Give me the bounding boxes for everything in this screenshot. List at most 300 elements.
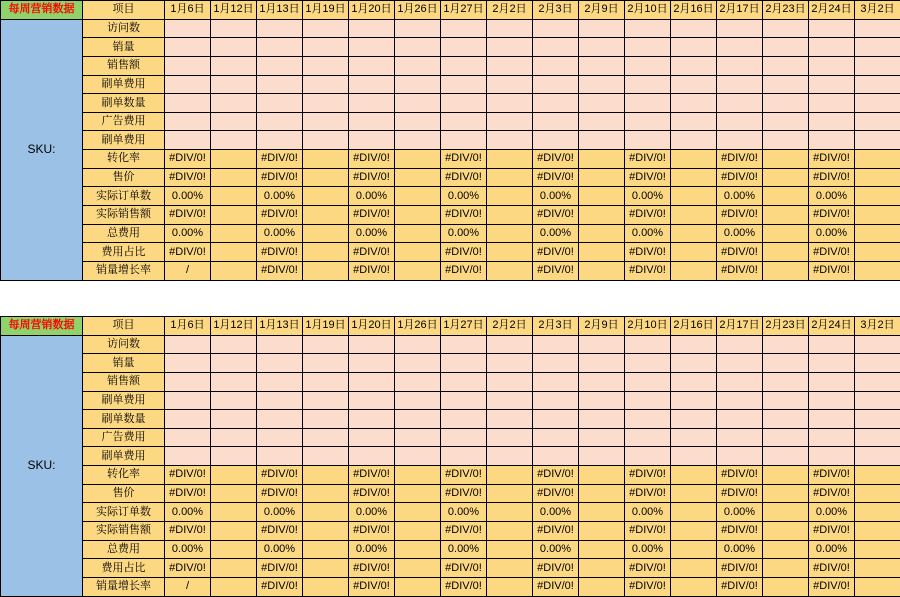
input-cell[interactable] xyxy=(671,410,717,429)
value-cell[interactable] xyxy=(855,540,900,559)
input-cell[interactable] xyxy=(257,447,303,466)
input-cell[interactable] xyxy=(487,354,533,373)
value-cell[interactable]: #DIV/0! xyxy=(717,206,763,225)
input-cell[interactable] xyxy=(717,19,763,38)
value-cell[interactable] xyxy=(763,224,809,243)
value-cell[interactable] xyxy=(303,522,349,541)
input-cell[interactable] xyxy=(763,372,809,391)
date-header-cell[interactable]: 2月24日 xyxy=(809,317,855,336)
input-cell[interactable] xyxy=(395,19,441,38)
input-cell[interactable] xyxy=(257,410,303,429)
input-cell[interactable] xyxy=(717,112,763,131)
value-cell[interactable]: #DIV/0! xyxy=(717,577,763,596)
value-cell[interactable] xyxy=(671,559,717,578)
value-cell[interactable]: 0.00% xyxy=(165,224,211,243)
value-cell[interactable]: 0.00% xyxy=(165,503,211,522)
value-cell[interactable] xyxy=(395,522,441,541)
value-cell[interactable]: #DIV/0! xyxy=(717,559,763,578)
value-cell[interactable]: #DIV/0! xyxy=(441,261,487,280)
value-cell[interactable]: #DIV/0! xyxy=(809,522,855,541)
value-cell[interactable] xyxy=(855,484,900,503)
input-cell[interactable] xyxy=(717,38,763,57)
date-header-cell[interactable]: 2月23日 xyxy=(763,317,809,336)
input-cell[interactable] xyxy=(579,75,625,94)
input-cell[interactable] xyxy=(441,75,487,94)
input-cell[interactable] xyxy=(763,447,809,466)
input-cell[interactable] xyxy=(303,94,349,113)
input-cell[interactable] xyxy=(349,428,395,447)
input-cell[interactable] xyxy=(533,112,579,131)
input-cell[interactable] xyxy=(855,372,900,391)
value-cell[interactable] xyxy=(671,540,717,559)
value-cell[interactable]: #DIV/0! xyxy=(533,577,579,596)
input-cell[interactable] xyxy=(165,56,211,75)
value-cell[interactable]: #DIV/0! xyxy=(717,484,763,503)
input-cell[interactable] xyxy=(579,428,625,447)
value-cell[interactable] xyxy=(579,261,625,280)
value-cell[interactable]: #DIV/0! xyxy=(533,522,579,541)
input-cell[interactable] xyxy=(533,447,579,466)
date-header-cell[interactable]: 1月13日 xyxy=(257,317,303,336)
value-cell[interactable] xyxy=(763,503,809,522)
value-cell[interactable] xyxy=(579,484,625,503)
value-cell[interactable] xyxy=(395,577,441,596)
value-cell[interactable] xyxy=(487,484,533,503)
value-cell[interactable] xyxy=(211,168,257,187)
input-cell[interactable] xyxy=(855,391,900,410)
input-cell[interactable] xyxy=(809,391,855,410)
value-cell[interactable] xyxy=(579,466,625,485)
input-cell[interactable] xyxy=(717,447,763,466)
value-cell[interactable] xyxy=(395,187,441,206)
input-cell[interactable] xyxy=(809,131,855,150)
value-cell[interactable] xyxy=(763,540,809,559)
value-cell[interactable] xyxy=(579,559,625,578)
header-label-cell[interactable]: 项目 xyxy=(83,317,165,336)
input-cell[interactable] xyxy=(257,354,303,373)
value-cell[interactable] xyxy=(855,243,900,262)
input-cell[interactable] xyxy=(625,354,671,373)
value-cell[interactable]: #DIV/0! xyxy=(809,168,855,187)
input-cell[interactable] xyxy=(579,56,625,75)
input-cell[interactable] xyxy=(855,56,900,75)
input-cell[interactable] xyxy=(671,354,717,373)
value-cell[interactable]: #DIV/0! xyxy=(533,168,579,187)
value-cell[interactable] xyxy=(487,522,533,541)
date-header-cell[interactable]: 2月3日 xyxy=(533,317,579,336)
value-cell[interactable]: #DIV/0! xyxy=(165,559,211,578)
input-cell[interactable] xyxy=(487,372,533,391)
input-cell[interactable] xyxy=(809,56,855,75)
input-cell[interactable] xyxy=(809,75,855,94)
date-header-cell[interactable]: 3月2日 xyxy=(855,317,900,336)
input-cell[interactable] xyxy=(533,391,579,410)
value-cell[interactable] xyxy=(211,466,257,485)
value-cell[interactable]: #DIV/0! xyxy=(533,559,579,578)
input-cell[interactable] xyxy=(303,112,349,131)
input-cell[interactable] xyxy=(625,56,671,75)
value-cell[interactable] xyxy=(855,261,900,280)
value-cell[interactable]: 0.00% xyxy=(809,187,855,206)
value-cell[interactable]: #DIV/0! xyxy=(441,522,487,541)
value-cell[interactable]: #DIV/0! xyxy=(717,150,763,169)
input-cell[interactable] xyxy=(395,428,441,447)
input-cell[interactable] xyxy=(809,335,855,354)
input-cell[interactable] xyxy=(809,372,855,391)
input-cell[interactable] xyxy=(441,94,487,113)
value-cell[interactable]: 0.00% xyxy=(349,187,395,206)
input-cell[interactable] xyxy=(211,131,257,150)
input-cell[interactable] xyxy=(165,447,211,466)
value-cell[interactable] xyxy=(579,540,625,559)
row-label-cell[interactable]: 费用占比 xyxy=(83,243,165,262)
value-cell[interactable]: #DIV/0! xyxy=(441,559,487,578)
input-cell[interactable] xyxy=(487,335,533,354)
value-cell[interactable]: 0.00% xyxy=(533,540,579,559)
value-cell[interactable]: 0.00% xyxy=(441,540,487,559)
input-cell[interactable] xyxy=(579,410,625,429)
value-cell[interactable]: 0.00% xyxy=(349,224,395,243)
input-cell[interactable] xyxy=(395,131,441,150)
input-cell[interactable] xyxy=(303,372,349,391)
value-cell[interactable] xyxy=(395,466,441,485)
value-cell[interactable] xyxy=(763,559,809,578)
input-cell[interactable] xyxy=(257,112,303,131)
input-cell[interactable] xyxy=(533,131,579,150)
row-label-cell[interactable]: 刷单费用 xyxy=(83,75,165,94)
input-cell[interactable] xyxy=(303,38,349,57)
value-cell[interactable]: #DIV/0! xyxy=(257,206,303,225)
value-cell[interactable]: #DIV/0! xyxy=(257,261,303,280)
value-cell[interactable] xyxy=(211,243,257,262)
value-cell[interactable]: #DIV/0! xyxy=(533,243,579,262)
input-cell[interactable] xyxy=(303,335,349,354)
value-cell[interactable] xyxy=(671,577,717,596)
value-cell[interactable]: 0.00% xyxy=(717,224,763,243)
date-header-cell[interactable]: 3月2日 xyxy=(855,1,900,20)
value-cell[interactable]: 0.00% xyxy=(717,540,763,559)
input-cell[interactable] xyxy=(855,428,900,447)
input-cell[interactable] xyxy=(671,19,717,38)
input-cell[interactable] xyxy=(533,335,579,354)
input-cell[interactable] xyxy=(165,112,211,131)
date-header-cell[interactable]: 2月10日 xyxy=(625,1,671,20)
input-cell[interactable] xyxy=(165,372,211,391)
value-cell[interactable]: 0.00% xyxy=(717,503,763,522)
date-header-cell[interactable]: 2月16日 xyxy=(671,1,717,20)
input-cell[interactable] xyxy=(487,391,533,410)
value-cell[interactable]: #DIV/0! xyxy=(349,261,395,280)
date-header-cell[interactable]: 1月19日 xyxy=(303,1,349,20)
value-cell[interactable]: #DIV/0! xyxy=(349,484,395,503)
value-cell[interactable]: #DIV/0! xyxy=(257,150,303,169)
row-label-cell[interactable]: 刷单费用 xyxy=(83,131,165,150)
value-cell[interactable] xyxy=(671,466,717,485)
date-header-cell[interactable]: 1月27日 xyxy=(441,1,487,20)
input-cell[interactable] xyxy=(533,372,579,391)
value-cell[interactable] xyxy=(303,540,349,559)
input-cell[interactable] xyxy=(671,94,717,113)
row-label-cell[interactable]: 费用占比 xyxy=(83,559,165,578)
value-cell[interactable]: #DIV/0! xyxy=(533,466,579,485)
value-cell[interactable]: #DIV/0! xyxy=(257,484,303,503)
value-cell[interactable]: / xyxy=(165,577,211,596)
value-cell[interactable] xyxy=(763,187,809,206)
input-cell[interactable] xyxy=(441,428,487,447)
input-cell[interactable] xyxy=(257,131,303,150)
input-cell[interactable] xyxy=(763,56,809,75)
value-cell[interactable]: #DIV/0! xyxy=(717,522,763,541)
value-cell[interactable]: 0.00% xyxy=(717,187,763,206)
input-cell[interactable] xyxy=(625,131,671,150)
input-cell[interactable] xyxy=(671,447,717,466)
date-header-cell[interactable]: 2月2日 xyxy=(487,317,533,336)
value-cell[interactable] xyxy=(303,484,349,503)
input-cell[interactable] xyxy=(533,38,579,57)
input-cell[interactable] xyxy=(533,19,579,38)
title-cell[interactable]: 每周营销数据 xyxy=(1,317,83,336)
value-cell[interactable] xyxy=(487,503,533,522)
input-cell[interactable] xyxy=(349,56,395,75)
input-cell[interactable] xyxy=(441,112,487,131)
value-cell[interactable] xyxy=(855,187,900,206)
input-cell[interactable] xyxy=(487,56,533,75)
input-cell[interactable] xyxy=(625,410,671,429)
value-cell[interactable]: #DIV/0! xyxy=(625,522,671,541)
input-cell[interactable] xyxy=(349,112,395,131)
value-cell[interactable] xyxy=(395,206,441,225)
input-cell[interactable] xyxy=(487,38,533,57)
input-cell[interactable] xyxy=(487,75,533,94)
date-header-cell[interactable]: 1月26日 xyxy=(395,317,441,336)
input-cell[interactable] xyxy=(763,38,809,57)
input-cell[interactable] xyxy=(165,428,211,447)
value-cell[interactable]: 0.00% xyxy=(809,224,855,243)
row-label-cell[interactable]: 实际销售额 xyxy=(83,522,165,541)
value-cell[interactable] xyxy=(763,484,809,503)
value-cell[interactable] xyxy=(211,206,257,225)
value-cell[interactable] xyxy=(855,577,900,596)
input-cell[interactable] xyxy=(625,19,671,38)
value-cell[interactable] xyxy=(303,503,349,522)
input-cell[interactable] xyxy=(763,75,809,94)
input-cell[interactable] xyxy=(165,335,211,354)
value-cell[interactable] xyxy=(763,206,809,225)
value-cell[interactable] xyxy=(395,540,441,559)
value-cell[interactable]: 0.00% xyxy=(441,224,487,243)
value-cell[interactable] xyxy=(395,503,441,522)
value-cell[interactable] xyxy=(303,577,349,596)
value-cell[interactable] xyxy=(855,224,900,243)
input-cell[interactable] xyxy=(303,447,349,466)
value-cell[interactable]: #DIV/0! xyxy=(625,168,671,187)
input-cell[interactable] xyxy=(487,19,533,38)
row-label-cell[interactable]: 广告费用 xyxy=(83,428,165,447)
value-cell[interactable]: 0.00% xyxy=(533,224,579,243)
input-cell[interactable] xyxy=(763,354,809,373)
input-cell[interactable] xyxy=(211,19,257,38)
value-cell[interactable] xyxy=(303,261,349,280)
value-cell[interactable] xyxy=(671,206,717,225)
value-cell[interactable]: 0.00% xyxy=(441,187,487,206)
input-cell[interactable] xyxy=(625,428,671,447)
input-cell[interactable] xyxy=(763,94,809,113)
value-cell[interactable]: #DIV/0! xyxy=(165,243,211,262)
value-cell[interactable] xyxy=(671,243,717,262)
input-cell[interactable] xyxy=(625,94,671,113)
input-cell[interactable] xyxy=(211,428,257,447)
input-cell[interactable] xyxy=(809,19,855,38)
value-cell[interactable] xyxy=(763,150,809,169)
value-cell[interactable]: 0.00% xyxy=(533,187,579,206)
value-cell[interactable] xyxy=(671,484,717,503)
input-cell[interactable] xyxy=(671,75,717,94)
row-label-cell[interactable]: 销售额 xyxy=(83,56,165,75)
value-cell[interactable] xyxy=(487,466,533,485)
value-cell[interactable] xyxy=(303,206,349,225)
input-cell[interactable] xyxy=(809,428,855,447)
value-cell[interactable]: 0.00% xyxy=(349,503,395,522)
input-cell[interactable] xyxy=(303,428,349,447)
input-cell[interactable] xyxy=(671,335,717,354)
value-cell[interactable]: #DIV/0! xyxy=(625,466,671,485)
value-cell[interactable] xyxy=(395,484,441,503)
row-label-cell[interactable]: 售价 xyxy=(83,168,165,187)
value-cell[interactable]: 0.00% xyxy=(257,503,303,522)
input-cell[interactable] xyxy=(809,94,855,113)
value-cell[interactable] xyxy=(211,503,257,522)
input-cell[interactable] xyxy=(257,56,303,75)
value-cell[interactable] xyxy=(211,224,257,243)
input-cell[interactable] xyxy=(487,112,533,131)
input-cell[interactable] xyxy=(395,354,441,373)
input-cell[interactable] xyxy=(533,94,579,113)
value-cell[interactable] xyxy=(211,559,257,578)
input-cell[interactable] xyxy=(441,410,487,429)
input-cell[interactable] xyxy=(671,38,717,57)
value-cell[interactable]: 0.00% xyxy=(165,540,211,559)
value-cell[interactable]: 0.00% xyxy=(625,503,671,522)
input-cell[interactable] xyxy=(809,447,855,466)
value-cell[interactable]: 0.00% xyxy=(625,224,671,243)
value-cell[interactable]: #DIV/0! xyxy=(257,243,303,262)
value-cell[interactable] xyxy=(855,466,900,485)
value-cell[interactable] xyxy=(303,243,349,262)
value-cell[interactable] xyxy=(395,168,441,187)
input-cell[interactable] xyxy=(855,131,900,150)
input-cell[interactable] xyxy=(257,94,303,113)
input-cell[interactable] xyxy=(763,112,809,131)
value-cell[interactable] xyxy=(763,522,809,541)
input-cell[interactable] xyxy=(441,447,487,466)
input-cell[interactable] xyxy=(303,354,349,373)
date-header-cell[interactable]: 2月24日 xyxy=(809,1,855,20)
input-cell[interactable] xyxy=(487,131,533,150)
value-cell[interactable] xyxy=(303,168,349,187)
input-cell[interactable] xyxy=(533,56,579,75)
value-cell[interactable]: #DIV/0! xyxy=(441,466,487,485)
value-cell[interactable] xyxy=(211,522,257,541)
input-cell[interactable] xyxy=(717,56,763,75)
value-cell[interactable]: #DIV/0! xyxy=(349,577,395,596)
input-cell[interactable] xyxy=(533,354,579,373)
value-cell[interactable]: #DIV/0! xyxy=(349,168,395,187)
input-cell[interactable] xyxy=(717,372,763,391)
value-cell[interactable]: #DIV/0! xyxy=(349,522,395,541)
input-cell[interactable] xyxy=(211,94,257,113)
value-cell[interactable]: #DIV/0! xyxy=(809,559,855,578)
input-cell[interactable] xyxy=(809,410,855,429)
value-cell[interactable] xyxy=(671,150,717,169)
row-label-cell[interactable]: 刷单数量 xyxy=(83,410,165,429)
input-cell[interactable] xyxy=(349,372,395,391)
input-cell[interactable] xyxy=(165,391,211,410)
input-cell[interactable] xyxy=(717,410,763,429)
input-cell[interactable] xyxy=(671,56,717,75)
value-cell[interactable] xyxy=(855,150,900,169)
value-cell[interactable]: #DIV/0! xyxy=(809,577,855,596)
value-cell[interactable]: #DIV/0! xyxy=(441,484,487,503)
input-cell[interactable] xyxy=(855,112,900,131)
value-cell[interactable] xyxy=(855,206,900,225)
value-cell[interactable] xyxy=(211,150,257,169)
input-cell[interactable] xyxy=(211,447,257,466)
date-header-cell[interactable]: 2月2日 xyxy=(487,1,533,20)
value-cell[interactable] xyxy=(487,187,533,206)
value-cell[interactable] xyxy=(579,577,625,596)
input-cell[interactable] xyxy=(349,131,395,150)
value-cell[interactable]: #DIV/0! xyxy=(349,559,395,578)
input-cell[interactable] xyxy=(349,38,395,57)
input-cell[interactable] xyxy=(625,75,671,94)
row-label-cell[interactable]: 转化率 xyxy=(83,466,165,485)
value-cell[interactable] xyxy=(671,503,717,522)
value-cell[interactable]: #DIV/0! xyxy=(349,206,395,225)
input-cell[interactable] xyxy=(625,447,671,466)
value-cell[interactable] xyxy=(487,559,533,578)
row-label-cell[interactable]: 实际销售额 xyxy=(83,206,165,225)
input-cell[interactable] xyxy=(671,112,717,131)
input-cell[interactable] xyxy=(349,447,395,466)
input-cell[interactable] xyxy=(579,372,625,391)
input-cell[interactable] xyxy=(257,372,303,391)
value-cell[interactable] xyxy=(395,559,441,578)
row-label-cell[interactable]: 销量 xyxy=(83,38,165,57)
input-cell[interactable] xyxy=(855,335,900,354)
input-cell[interactable] xyxy=(303,391,349,410)
date-header-cell[interactable]: 1月6日 xyxy=(165,1,211,20)
value-cell[interactable]: #DIV/0! xyxy=(165,206,211,225)
input-cell[interactable] xyxy=(165,410,211,429)
input-cell[interactable] xyxy=(625,335,671,354)
value-cell[interactable]: #DIV/0! xyxy=(809,206,855,225)
date-header-cell[interactable]: 1月6日 xyxy=(165,317,211,336)
row-label-cell[interactable]: 刷单数量 xyxy=(83,94,165,113)
value-cell[interactable] xyxy=(395,243,441,262)
input-cell[interactable] xyxy=(717,391,763,410)
value-cell[interactable]: #DIV/0! xyxy=(441,206,487,225)
input-cell[interactable] xyxy=(441,19,487,38)
value-cell[interactable]: #DIV/0! xyxy=(625,150,671,169)
value-cell[interactable] xyxy=(303,466,349,485)
input-cell[interactable] xyxy=(579,354,625,373)
input-cell[interactable] xyxy=(533,410,579,429)
row-label-cell[interactable]: 刷单费用 xyxy=(83,391,165,410)
value-cell[interactable]: #DIV/0! xyxy=(717,243,763,262)
input-cell[interactable] xyxy=(855,447,900,466)
value-cell[interactable] xyxy=(855,168,900,187)
input-cell[interactable] xyxy=(441,354,487,373)
